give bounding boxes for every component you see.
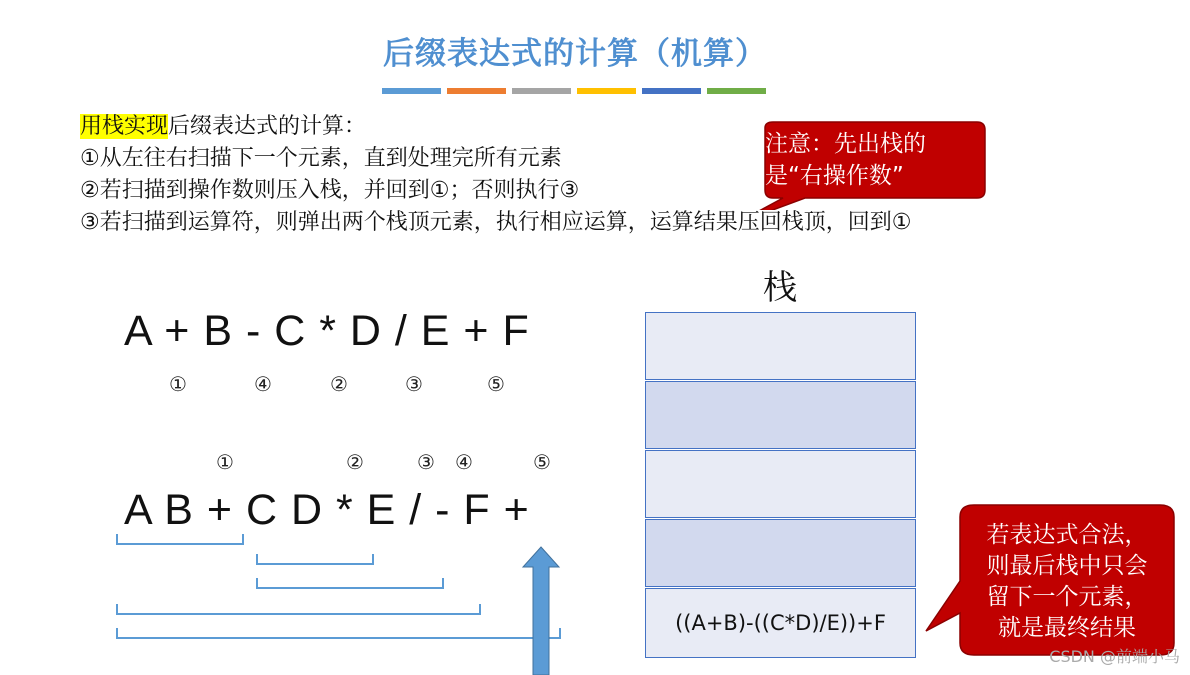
- infix-mark: ④: [254, 372, 272, 396]
- title-underline-bars: [382, 88, 766, 94]
- stack-slot: [645, 312, 916, 380]
- postfix-expression: A B + C D * E / - F +: [124, 486, 530, 534]
- stack-slot-bottom: [645, 588, 916, 658]
- stack-label: 栈: [763, 268, 797, 308]
- rule-step-3: ③若扫描到运算符，则弹出两个栈顶元素，执行相应运算，运算结果压回栈顶，回到①: [80, 210, 912, 235]
- postfix-mark: ⑤: [533, 450, 551, 474]
- highlight-text: 用栈实现: [80, 114, 169, 139]
- watermark: CSDN @前端小马: [1049, 647, 1180, 666]
- stack-result: ((A+B)-((C*D)/E))+F: [675, 611, 886, 635]
- postfix-mark: ①: [216, 450, 234, 474]
- stack-slot: [645, 381, 916, 449]
- rule-step-1: ①从左往右扫描下一个元素，直到处理完所有元素: [80, 146, 562, 171]
- postfix-mark: ②: [346, 450, 364, 474]
- rules-intro: [80, 112, 366, 142]
- bracket: [257, 578, 443, 588]
- callout-top-text: [765, 128, 926, 192]
- callout-bottom-line: 若表达式合法，: [986, 522, 1148, 548]
- color-bar: [382, 88, 441, 94]
- page-title: 后缀表达式的计算（机算）: [383, 36, 767, 72]
- callout-bottom-line: 则最后栈中只会: [986, 553, 1148, 579]
- infix-mark: ⑤: [487, 372, 505, 396]
- subexpression-brackets: [110, 530, 580, 675]
- bracket: [117, 628, 560, 638]
- callout-bottom-line: 就是最终结果: [998, 615, 1136, 641]
- rule-step-2: ②若扫描到操作数则压入栈，并回到①；否则执行③: [80, 178, 580, 203]
- color-bar: [642, 88, 701, 94]
- infix-expression: A + B - C * D / E + F: [124, 307, 530, 355]
- scan-arrow-icon: [521, 545, 561, 675]
- bracket: [257, 554, 373, 564]
- callout-top-line: 是“右操作数”: [765, 163, 904, 189]
- infix-mark: ②: [330, 372, 348, 396]
- stack-slot: [645, 519, 916, 587]
- color-bar: [577, 88, 636, 94]
- postfix-mark: ④: [455, 450, 473, 474]
- color-bar: [512, 88, 571, 94]
- bracket: [117, 604, 480, 614]
- infix-mark: ③: [405, 372, 423, 396]
- color-bar: [707, 88, 766, 94]
- color-bar: [447, 88, 506, 94]
- callout-bottom-text: [962, 520, 1172, 644]
- callout-top-line: 注意：先出栈的: [765, 131, 926, 157]
- bracket: [117, 534, 243, 544]
- stack-slot: [645, 450, 916, 518]
- intro-text: 后缀表达式的计算：: [168, 114, 367, 139]
- postfix-mark: ③: [417, 450, 435, 474]
- callout-bottom-line: 留下一个元素，: [986, 584, 1148, 610]
- infix-mark: ①: [169, 372, 187, 396]
